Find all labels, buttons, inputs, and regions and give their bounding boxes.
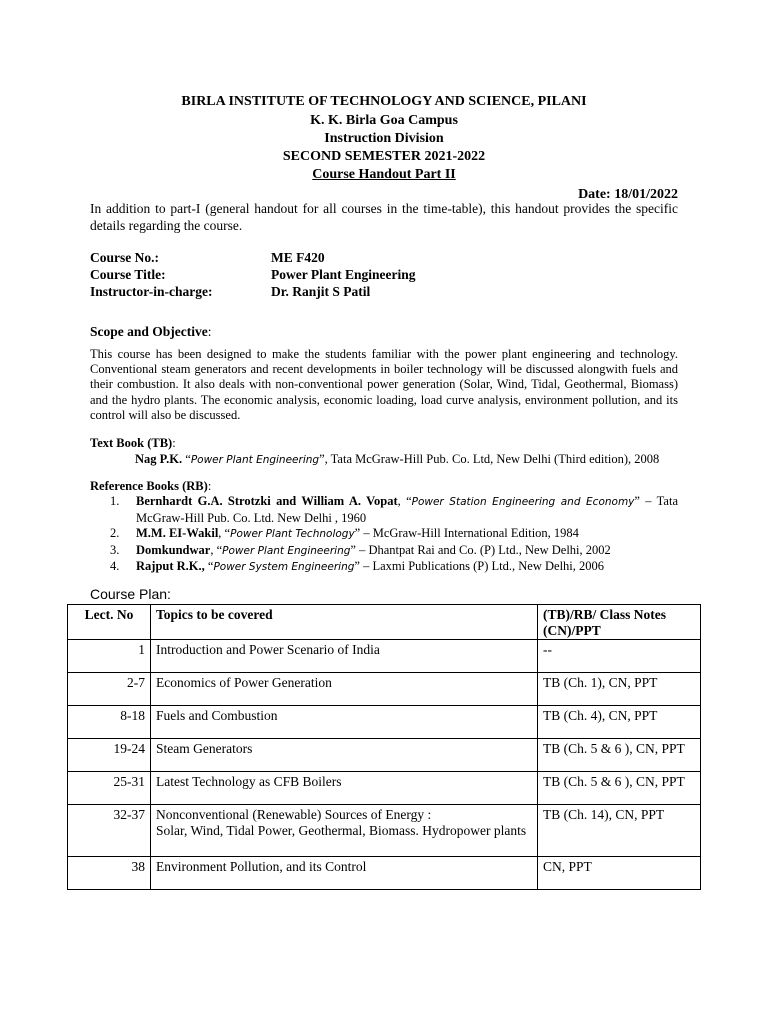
intro-text: In addition to part-I (general handout for all courses in the time-table), this handout provides the specific details regarding the course. [90,201,678,233]
table-row [68,673,701,706]
lect-no: 32-37 [68,805,151,857]
reference-heading: Reference Books (RB): [90,479,212,493]
topic: Latest Technology as CFB Boilers [151,772,538,805]
course-title-value: Power Plant Engineering [271,267,416,282]
lect-no: 8-18 [68,706,151,739]
reference: -- [538,640,701,673]
instructor-value: Dr. Ranjit S Patil [271,284,371,299]
reference-list [110,494,678,576]
table-row [68,640,701,673]
reference: CN, PPT [538,857,701,890]
reference: TB (Ch. 1), CN, PPT [538,673,701,706]
reference-item: 4. Rajput R.K., “Power System Engineering” – Laxmi Publications (P) Ltd., New Delhi, 2006 [110,559,605,573]
course-no-value: ME F420 [271,250,325,265]
reference-item: 2. M.M. EI-Wakil, “Power Plant Technology” – McGraw-Hill International Edition, 1984 [110,526,579,540]
table-row [68,706,701,739]
institute-name: BIRLA INSTITUTE OF TECHNOLOGY AND SCIENCE, PILANI [181,94,587,109]
scope-heading: Scope and Objective: [90,324,212,339]
lect-no: 19-24 [68,739,151,772]
column-header-topics: Topics to be covered [151,605,538,640]
course-no-label: Course No.: [90,250,159,265]
topic: Environment Pollution, and its Control [151,857,538,890]
table-row [68,739,701,772]
course-title-label: Course Title: [90,267,166,282]
lect-no: 1 [68,640,151,673]
topic: Nonconventional (Renewable) Sources of Energy : Solar, Wind, Tidal Power, Geothermal, Biomass. Hydropower plants [151,805,538,857]
topic: Steam Generators [151,739,538,772]
topic: Fuels and Combustion [151,706,538,739]
table-header-row [68,605,701,640]
course-plan-table [67,604,701,890]
lect-no: 38 [68,857,151,890]
lect-no: 25-31 [68,772,151,805]
reference: TB (Ch. 5 & 6 ), CN, PPT [538,772,701,805]
textbook-heading: Text Book (TB): [90,436,176,450]
reference: TB (Ch. 14), CN, PPT [538,805,701,857]
reference-item: 3. Domkundwar, “Power Plant Engineering” – Dhantpat Rai and Co. (P) Ltd., New Delhi, 2002 [110,542,611,557]
campus-name: K. K. Birla Goa Campus [310,113,458,128]
handout-date: Date: 18/01/2022 [578,187,678,202]
reference: TB (Ch. 4), CN, PPT [538,706,701,739]
textbook-entry: Nag P.K. “Power Plant Engineering”, Tata McGraw-Hill Pub. Co. Ltd, New Delhi (Third edition), 2008 [135,452,660,466]
reference: TB (Ch. 5 & 6 ), CN, PPT [538,739,701,772]
handout-title: Course Handout Part II [312,167,456,182]
scope-text: This course has been designed to make the students familiar with the power plant engineering and technology. Conventional steam generators and recent developments in boiler technology will be discussed alongwith fuels and their combustion. It also deals with non-conventional power generation (Solar, Wind, Tidal, Geothermal, Biomass) and the hydro plants. The economic analysis, economic loading, load curve analysis, environment pollution, and its control will also be discussed. [90,347,678,422]
reference-item: 1. Bernhardt G.A. Strotzki and William A. Vopat, “Power Station Engineering and Economy” – Tata McGraw-Hill Pub. Co. Ltd. New Delhi , 1960 [110,494,678,525]
table-row [68,805,701,857]
table-row [68,772,701,805]
course-plan-heading: Course Plan: [90,586,171,602]
instructor-label: Instructor-in-charge: [90,284,213,299]
column-header-lect: Lect. No [68,605,151,640]
lect-no: 2-7 [68,673,151,706]
topic: Economics of Power Generation [151,673,538,706]
table-row [68,857,701,890]
column-header-reference: (TB)/RB/ Class Notes (CN)/PPT [538,605,701,640]
division-name: Instruction Division [324,131,444,146]
semester: SECOND SEMESTER 2021-2022 [282,149,486,164]
topic: Introduction and Power Scenario of India [151,640,538,673]
